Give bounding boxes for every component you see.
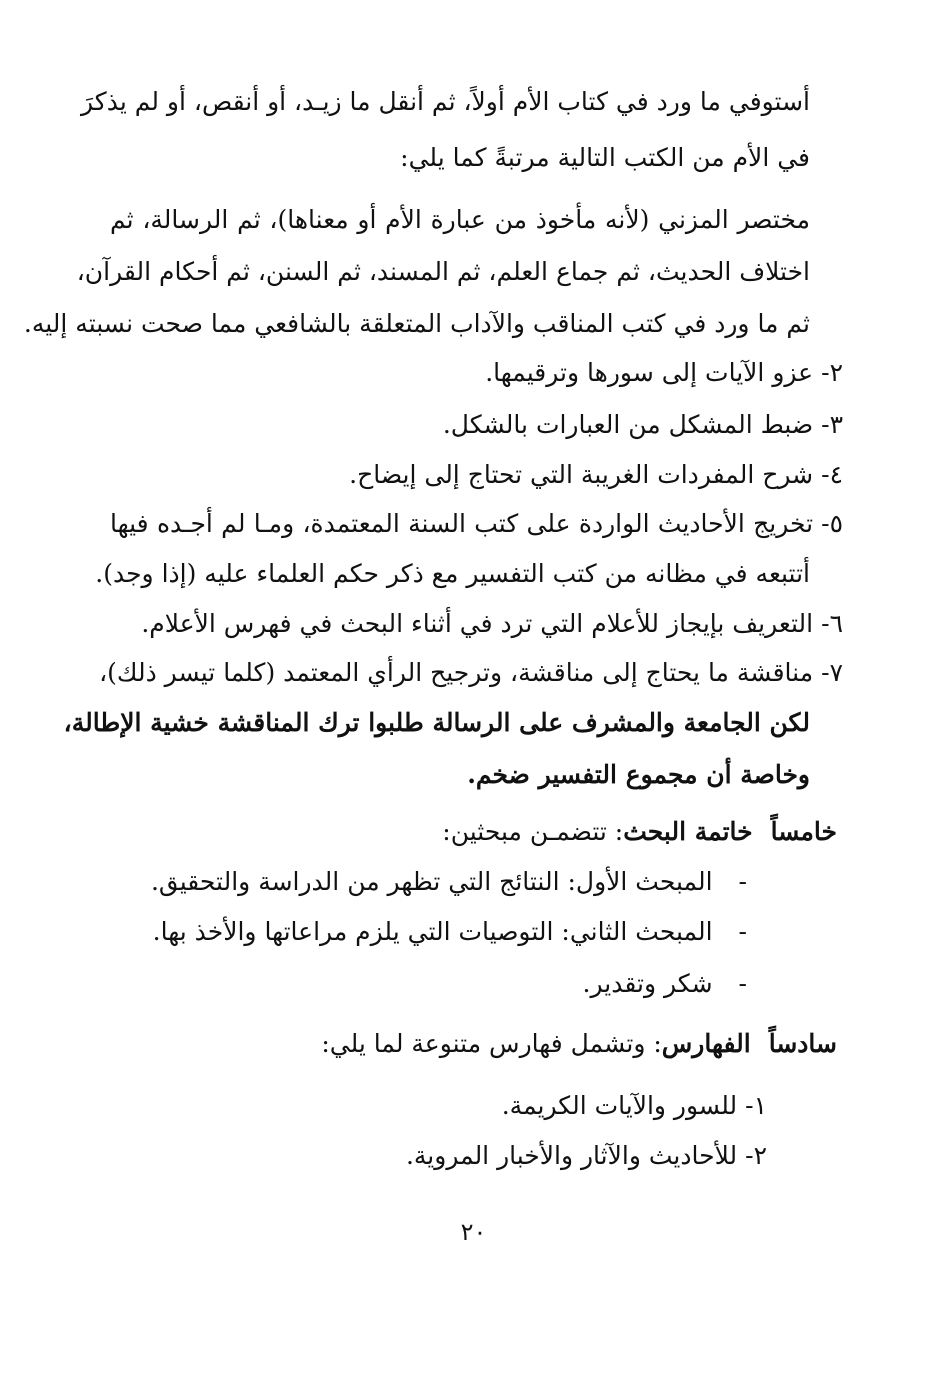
list-item xyxy=(502,1080,767,1132)
item-number: ٥- xyxy=(821,509,843,538)
item-text: تخريج الأحاديث الواردة على كتب السنة المعتمدة، ومـا لم أجـده فيها xyxy=(110,509,814,538)
list-item xyxy=(349,449,843,501)
item-number: ٢- xyxy=(821,358,843,387)
books-line-1: مختصر المزني (لأنه مأخوذ من عبارة الأم أو معناها)، ثم الرسالة، ثم xyxy=(110,205,810,234)
item-number: ٣- xyxy=(821,410,843,439)
item-text: التعريف بإيجاز للأعلام التي ترد في أثناء البحث في فهرس الأعلام. xyxy=(141,609,814,638)
list-item xyxy=(141,598,843,650)
item-text: ضبط المشكل من العبارات بالشكل. xyxy=(442,410,814,439)
books-line-3: ثم ما ورد في كتب المناقب والآداب المتعلقة بالشافعي مما صحت نسبته إليه. xyxy=(23,309,810,338)
item-continuation-bold: لكن الجامعة والمشرف على الرسالة طلبوا ترك المناقشة خشية الإطالة، xyxy=(63,708,810,737)
list-item xyxy=(110,498,843,550)
section-subtitle: : تتضمـن مبحثين: xyxy=(442,817,624,846)
item-number: ٤- xyxy=(821,460,843,489)
item-continuation: أتتبعه في مظانه من كتب التفسير مع ذكر حكم العلماء عليه (إذا وجد). xyxy=(95,559,810,588)
item-text: للسور والآيات الكريمة. xyxy=(501,1091,738,1120)
item-number: ٦- xyxy=(821,609,843,638)
item-text: شكر وتقدير. xyxy=(582,969,713,998)
item-number: ٧- xyxy=(821,658,843,687)
intro-line-1: أستوفي ما ورد في كتاب الأم أولاً، ثم أنقل ما زيـد، أو أنقص، أو لم يذكرَ xyxy=(81,87,810,116)
list-item xyxy=(151,856,747,908)
section-title: خاتمة البحث xyxy=(623,817,753,846)
list-item xyxy=(443,399,843,451)
intro-line-2: في الأم من الكتب التالية مرتبةً كما يلي: xyxy=(400,143,810,172)
list-item xyxy=(153,906,747,958)
item-text: للأحاديث والآثار والأخبار المروية. xyxy=(405,1141,738,1170)
section-heading-fifth xyxy=(442,806,837,858)
item-text: عزو الآيات إلى سورها وترقيمها. xyxy=(485,358,814,387)
section-ordinal: سادساً xyxy=(768,1029,837,1058)
dash-bullet: - xyxy=(738,917,747,946)
section-subtitle: : وتشمل فهارس متنوعة لما يلي: xyxy=(321,1029,662,1058)
list-item xyxy=(406,1130,767,1182)
list-item xyxy=(583,958,747,1010)
list-item xyxy=(99,647,843,699)
item-text: المبحث الثاني: التوصيات التي يلزم مراعاتها والأخذ بها. xyxy=(152,917,713,946)
item-number: ٢- xyxy=(745,1141,767,1170)
books-line-2: اختلاف الحديث، ثم جماع العلم، ثم المسند، ثم السنن، ثم أحكام القرآن، xyxy=(76,257,810,286)
item-number: ١- xyxy=(745,1091,767,1120)
item-text: مناقشة ما يحتاج إلى مناقشة، وترجيح الرأي المعتمد (كلما تيسر ذلك)، xyxy=(99,658,814,687)
section-ordinal: خامساً xyxy=(770,817,837,846)
dash-bullet: - xyxy=(738,867,747,896)
dash-bullet: - xyxy=(738,969,747,998)
section-title: الفهارس xyxy=(661,1029,751,1058)
item-text: المبحث الأول: النتائج التي تظهر من الدراسة والتحقيق. xyxy=(150,867,713,896)
item-text: شرح المفردات الغريبة التي تحتاج إلى إيضاح. xyxy=(349,460,814,489)
page-number: ٢٠ xyxy=(460,1218,487,1246)
list-item xyxy=(485,347,843,399)
section-heading-sixth xyxy=(321,1018,837,1070)
item-continuation-bold: وخاصة أن مجموع التفسير ضخم. xyxy=(467,760,810,789)
